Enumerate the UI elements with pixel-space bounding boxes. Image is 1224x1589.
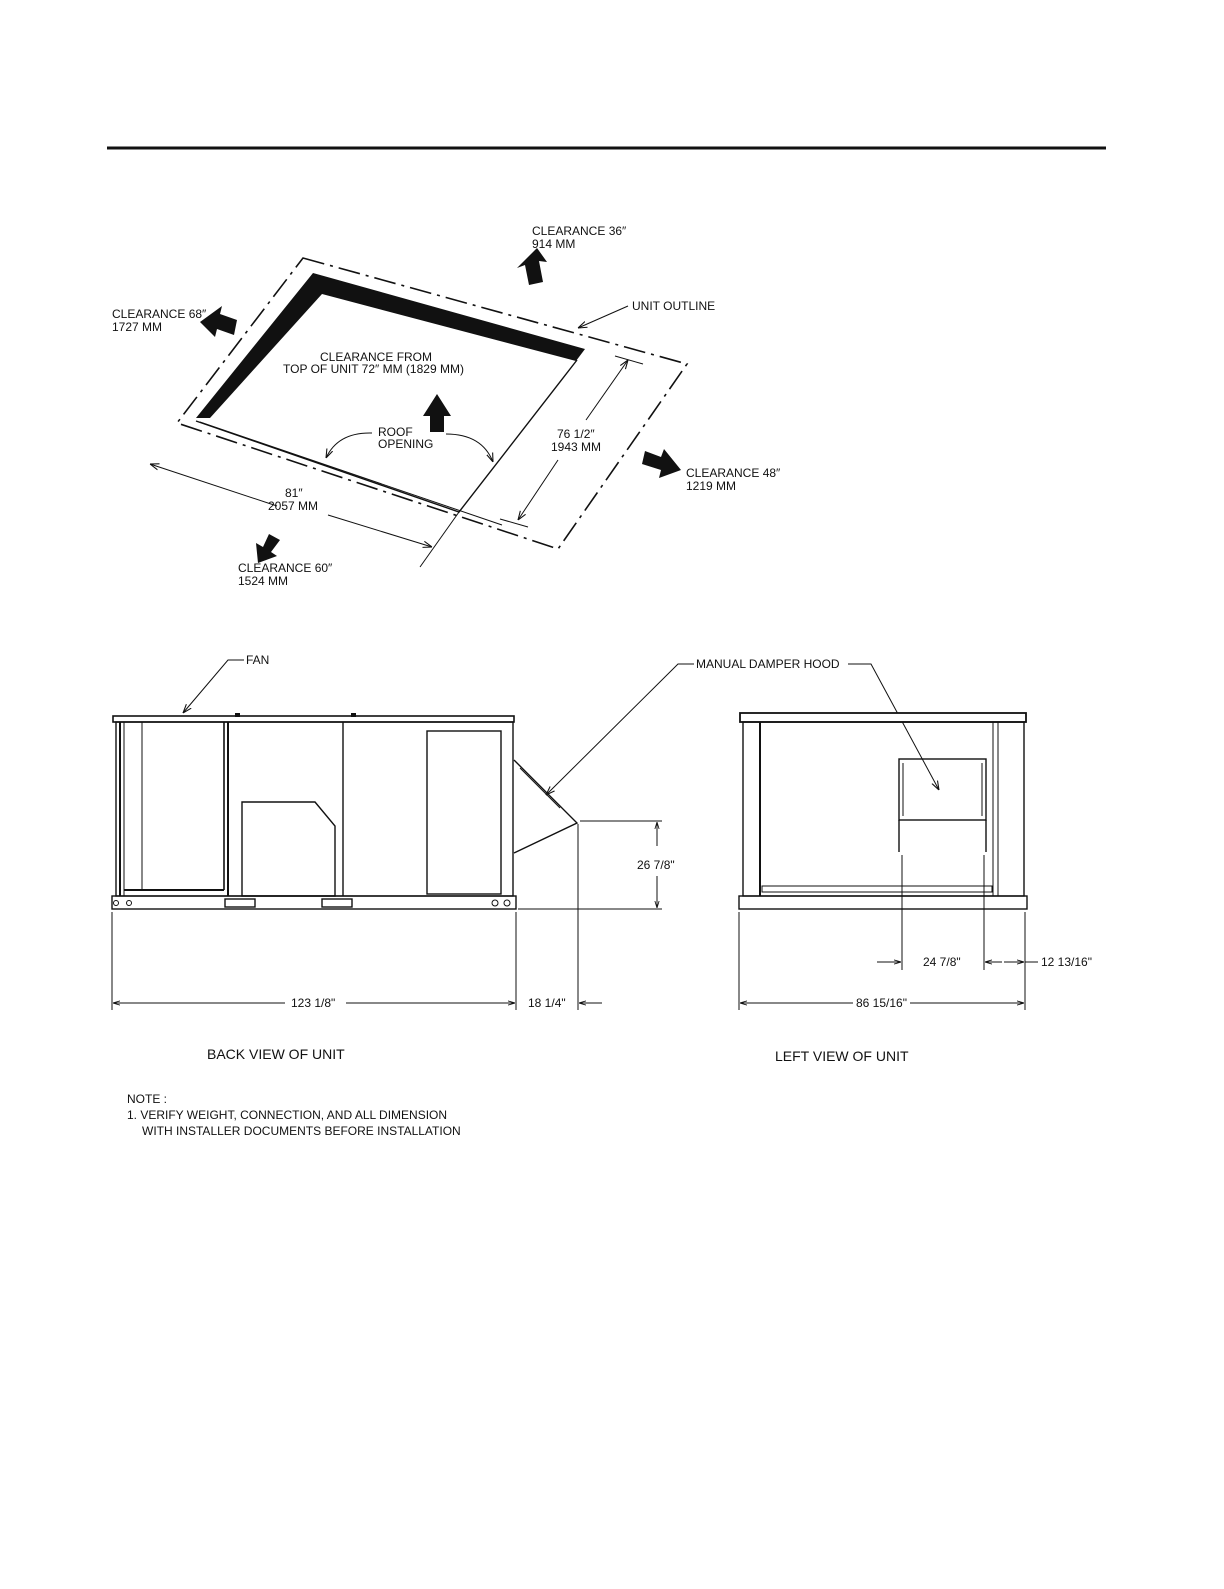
clearance-top-arrow-icon (517, 248, 547, 285)
note-heading: NOTE : (127, 1092, 168, 1106)
width-dim-line-bottom (518, 460, 558, 520)
width-ext-bottom (500, 519, 528, 527)
note-line-1: 1. VERIFY WEIGHT, CONNECTION, AND ALL DIMENSION (127, 1108, 448, 1122)
roof-opening-leader-right (446, 434, 493, 462)
clearance-bottom-mm: 1524 MM (238, 574, 289, 588)
back-rail-hole-2 (504, 900, 510, 906)
back-access-panel (242, 802, 335, 896)
fan-leader (183, 660, 244, 713)
clearance-bottom-label: CLEARANCE 60″ (238, 561, 333, 575)
left-width-dim-label: 86 15/16" (856, 996, 907, 1010)
left-damper-hood-front (899, 759, 986, 820)
width-dim-mm: 1943 MM (551, 440, 602, 454)
back-view-caption: BACK VIEW OF UNIT (207, 1046, 345, 1062)
curb-outer-edge (200, 422, 502, 525)
opening-dim-label: 24 7/8" (923, 955, 961, 969)
width-dim-line-top (586, 360, 628, 420)
back-lift-tab-2 (351, 713, 356, 717)
back-rail-hole-1 (492, 900, 498, 906)
clearance-right-mm: 1219 MM (686, 479, 737, 493)
hood-leader-left (848, 664, 939, 790)
clearance-from-top-label: CLEARANCE FROM (320, 350, 433, 364)
left-drain-pan (762, 886, 992, 892)
left-view (739, 713, 1092, 1064)
unit-outline-label: UNIT OUTLINE (632, 299, 716, 313)
offset-dim-label: 12 13/16" (1041, 955, 1092, 969)
back-fork-slot-1 (225, 899, 255, 907)
back-length-dim-label: 123 1/8" (291, 996, 336, 1010)
curb-frame-thick (196, 273, 585, 418)
length-dim-line-right (328, 515, 432, 547)
clearance-top-mm: 914 MM (532, 237, 576, 251)
roof-opening-leader-left (326, 433, 372, 458)
hood-leader-back (546, 664, 694, 795)
back-lift-tab-1 (235, 713, 240, 717)
hood-projection-dim-label: 18 1/4" (528, 996, 566, 1010)
roof-opening-label-2: OPENING (378, 437, 434, 451)
curb-corner-ext (420, 512, 459, 567)
clearance-left-mm: 1727 MM (112, 320, 163, 334)
left-top-cover (740, 713, 1026, 722)
manual-damper-hood-label: MANUAL DAMPER HOOD (696, 657, 840, 671)
clearance-left-label: CLEARANCE 68″ (112, 307, 207, 321)
roof-opening-label: ROOF (378, 425, 413, 439)
clearance-right-arrow-icon (642, 449, 681, 478)
fan-label: FAN (246, 653, 270, 667)
length-dim-inches: 81″ (285, 486, 303, 500)
clearance-bottom-arrow-icon (256, 534, 280, 563)
back-service-door (427, 731, 501, 894)
back-body (116, 722, 513, 896)
length-dim-line-left (150, 464, 277, 506)
width-ext-top (615, 356, 643, 364)
clearance-right-label: CLEARANCE 48″ (686, 466, 781, 480)
back-top-cover (113, 716, 514, 722)
back-base-rail (112, 896, 516, 909)
note-line-2: WITH INSTALLER DOCUMENTS BEFORE INSTALLATION (142, 1124, 461, 1138)
clearance-plan-view (112, 224, 781, 588)
hood-height-dim-label: 26 7/8" (637, 858, 675, 872)
notes-block (127, 1092, 461, 1138)
unit-outline-leader (578, 306, 628, 328)
clearance-from-top-value: TOP OF UNIT 72″ MM (1829 MM) (283, 362, 464, 376)
width-dim-inches: 76 1/2″ (557, 427, 595, 441)
back-fork-slot-2 (322, 899, 352, 907)
length-dim-mm: 2057 MM (268, 499, 319, 513)
clearance-top-label: CLEARANCE 36″ (532, 224, 627, 238)
clearance-up-arrow-icon (423, 394, 451, 432)
left-view-caption: LEFT VIEW OF UNIT (775, 1048, 909, 1064)
